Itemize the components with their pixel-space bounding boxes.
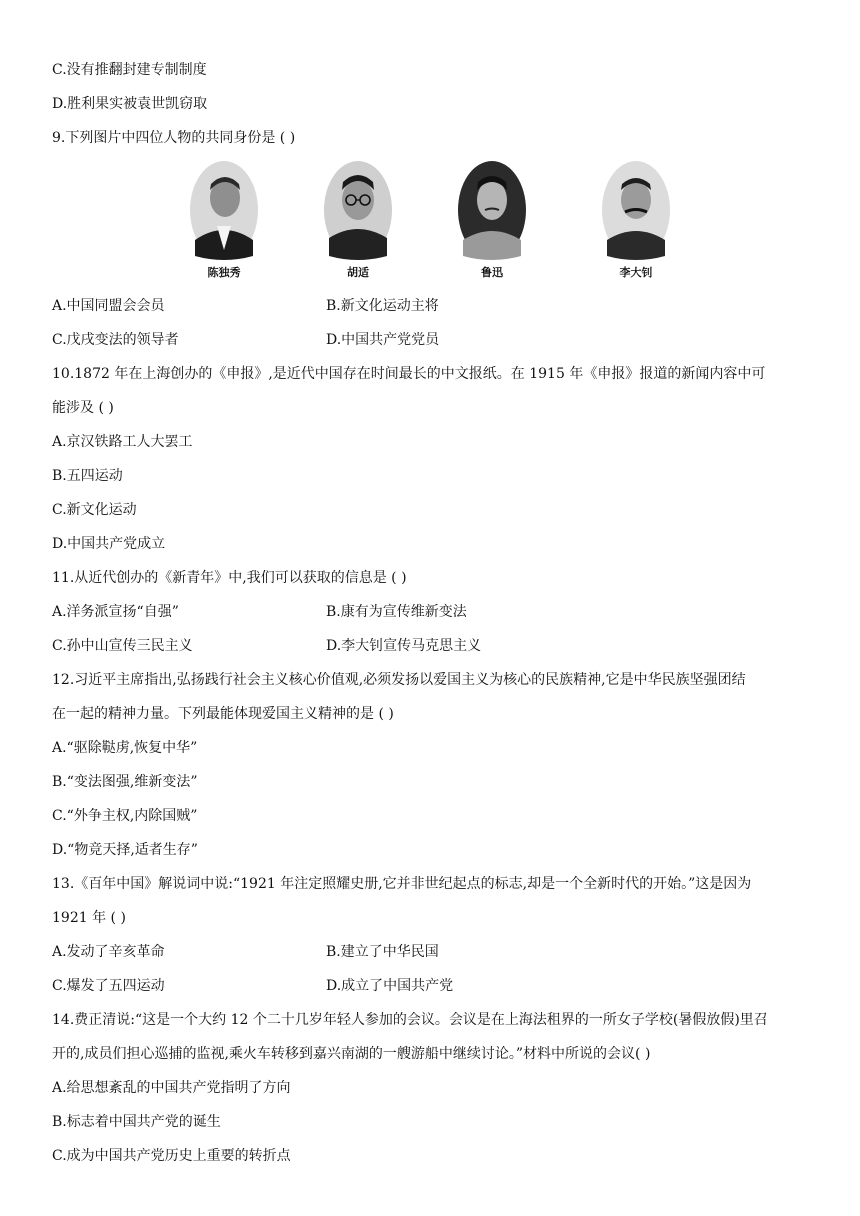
q12-option-d: D.“物竞天择,适者生存”: [52, 842, 198, 858]
q10-option-d: D.中国共产党成立: [52, 536, 166, 552]
q11-option-a: A.洋务派宣扬“自强”: [52, 604, 179, 620]
portrait-caption: 李大钊: [619, 266, 653, 279]
portrait-caption: 胡适: [347, 266, 369, 279]
portrait-photo-icon: [457, 160, 527, 260]
q10-option-c: C.新文化运动: [52, 502, 137, 518]
q12-option-b: B.“变法图强,维新变法”: [52, 774, 198, 790]
q9-option-d: D.中国共产党党员: [326, 332, 440, 348]
q9-stem: 9.下列图片中四位人物的共同身份是 ( ): [52, 130, 296, 146]
q8-option-d: D.胜利果实被袁世凯窃取: [52, 96, 208, 112]
q14-stem-line2: 开的,成员们担心巡捕的监视,乘火车转移到嘉兴南湖的一艘游船中继续讨论。”材料中所说的会议( ): [52, 1046, 651, 1062]
q11-stem: 11.从近代创办的《新青年》中,我们可以获取的信息是 ( ): [52, 570, 407, 586]
portrait-caption: 鲁迅: [481, 266, 503, 279]
q14-option-b: B.标志着中国共产党的诞生: [52, 1114, 221, 1130]
q9-option-c: C.戊戌变法的领导者: [52, 332, 179, 348]
q14-option-c: C.成为中国共产党历史上重要的转折点: [52, 1148, 291, 1164]
portrait-hu-shi: [322, 160, 394, 280]
portrait-photo-icon: [323, 160, 393, 260]
q8-option-c: C.没有推翻封建专制制度: [52, 62, 207, 78]
portrait-lu-xun: [456, 160, 528, 280]
q14-stem-line1: 14.费正清说:“这是一个大约 12 个二十几岁年轻人参加的会议。会议是在上海法租界的一所女子学校(暑假放假)里召: [52, 1012, 768, 1028]
q11-option-c: C.孙中山宣传三民主义: [52, 638, 193, 654]
portrait-photo-icon: [601, 160, 671, 260]
q13-stem-line1: 13.《百年中国》解说词中说:“1921 年注定照耀史册,它并非世纪起点的标志,却是一个全新时代的开始。”这是因为: [52, 876, 752, 892]
q13-stem-line2: 1921 年 ( ): [52, 910, 126, 926]
portrait-chen-duxiu: [188, 160, 260, 280]
q13-option-b: B.建立了中华民国: [326, 944, 439, 960]
portrait-li-dazhao: [600, 160, 672, 280]
portrait-photo-icon: [189, 160, 259, 260]
q14-option-a: A.给思想紊乱的中国共产党指明了方向: [52, 1080, 291, 1096]
q10-stem-line1: 10.1872 年在上海创办的《申报》,是近代中国存在时间最长的中文报纸。在 1915 年《申报》报道的新闻内容中可: [52, 366, 766, 382]
q10-option-a: A.京汉铁路工人大罢工: [52, 434, 193, 450]
portrait-caption: 陈独秀: [207, 266, 241, 279]
q12-option-a: A.“驱除鞑虏,恢复中华”: [52, 740, 198, 756]
q11-option-b: B.康有为宣传维新变法: [326, 604, 467, 620]
q13-option-a: A.发动了辛亥革命: [52, 944, 165, 960]
q12-stem-line2: 在一起的精神力量。下列最能体现爱国主义精神的是 ( ): [52, 706, 394, 722]
q9-option-b: B.新文化运动主将: [326, 298, 439, 314]
q12-option-c: C.“外争主权,内除国贼”: [52, 808, 198, 824]
q9-option-a: A.中国同盟会会员: [52, 298, 165, 314]
q10-stem-line2: 能涉及 ( ): [52, 400, 114, 416]
q13-option-d: D.成立了中国共产党: [326, 978, 454, 994]
q11-option-d: D.李大钊宣传马克思主义: [326, 638, 482, 654]
q13-option-c: C.爆发了五四运动: [52, 978, 165, 994]
q10-option-b: B.五四运动: [52, 468, 123, 484]
q12-stem-line1: 12.习近平主席指出,弘扬践行社会主义核心价值观,必须发扬以爱国主义为核心的民族精神,它是中华民族坚强团结: [52, 672, 746, 688]
